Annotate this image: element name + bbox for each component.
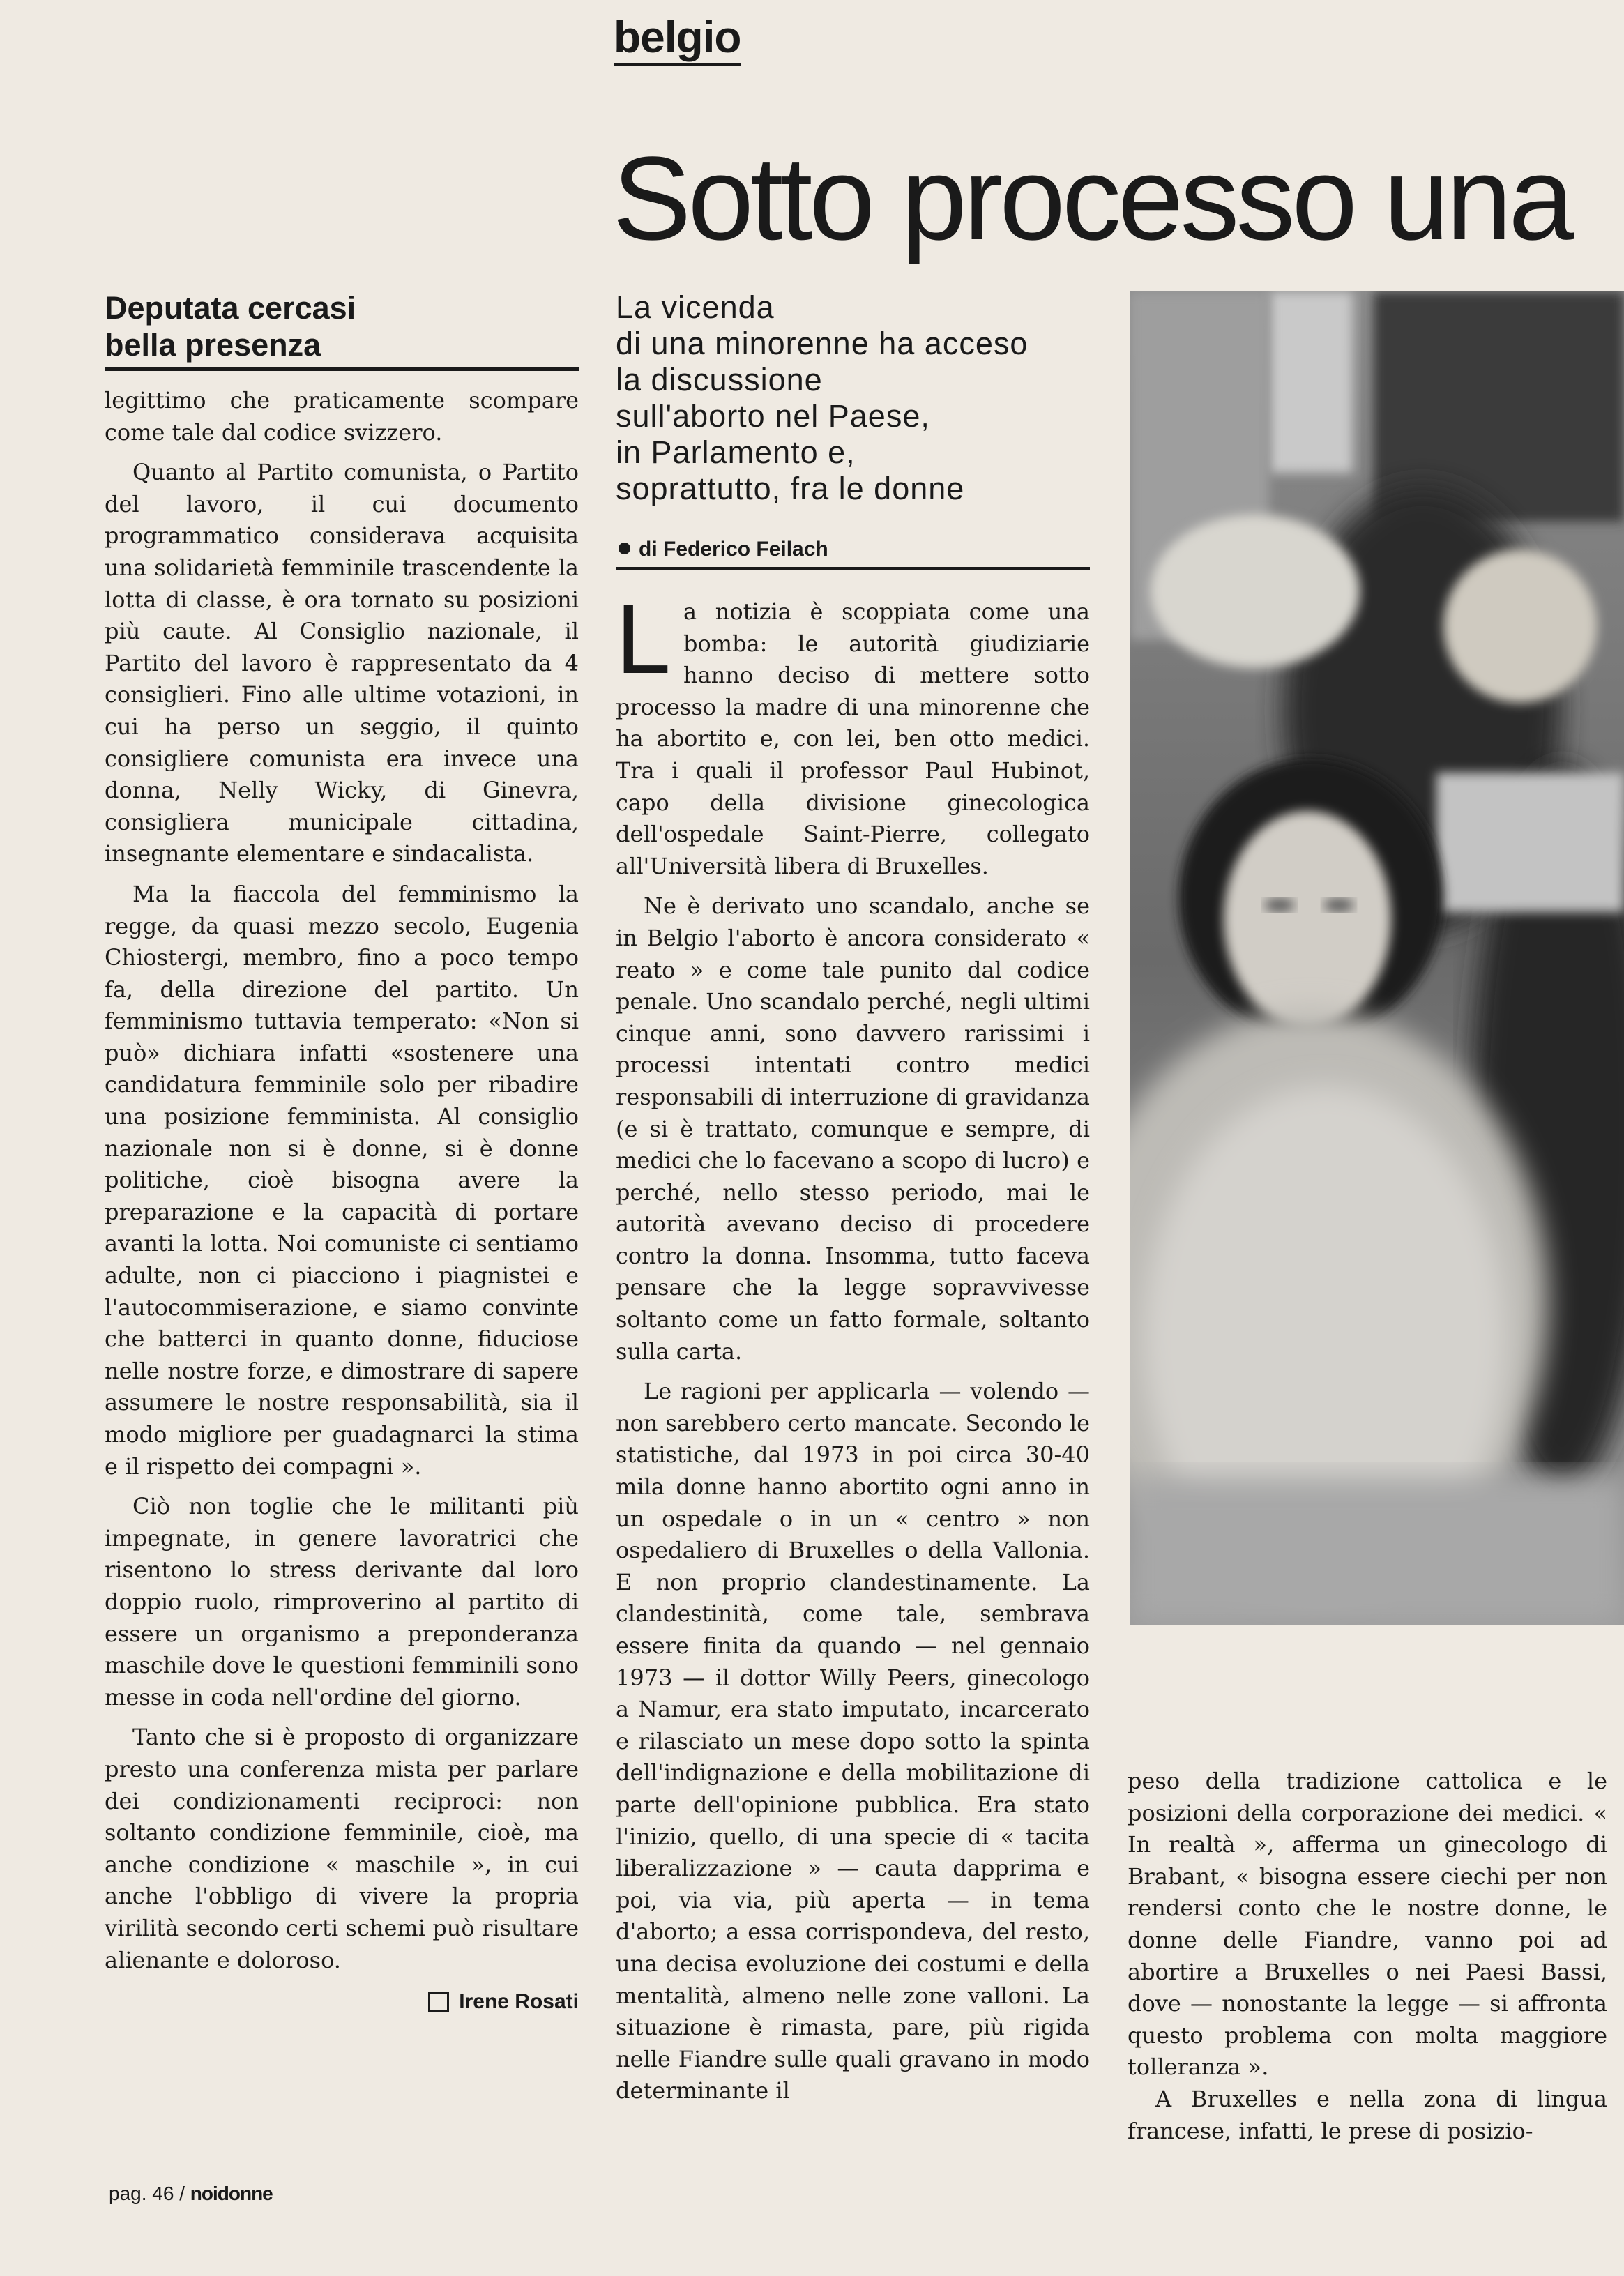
article-lead-paragraph [616, 584, 1090, 882]
photo-woman-in-crowd [1130, 291, 1624, 1625]
sidebar-paragraph: Quanto al Partito comunista, o Partito del lavoro, il cui documento programmatico considerava acquisita una solidarietà femminile trascendente la lotta di classe, è ora tornato su posizioni più caute. Al Consiglio nazionale, il Partito del lavoro è rappresentato da 4 consiglieri. Fino alle ultime votazioni, in cui ha perso un seggio, il quinto consigliere comunista era invece una donna, Nelly Wicky, di Ginevra, consigliera municipale cittadina, insegnante elementare e sindacalista. [105, 459, 579, 867]
article-photo [1130, 291, 1624, 1625]
main-article [616, 289, 1090, 2116]
section-label: belgio [614, 14, 741, 66]
sidebar-title [105, 289, 579, 371]
headline: Sotto processo una [612, 132, 1571, 265]
article-paragraph: A Bruxelles e nella zona di lingua francese, infatti, le prese di posizio- [1128, 2085, 1607, 2144]
page-number: pag. 46 / [109, 2183, 185, 2204]
subtitle-line: sull'aborto nel Paese, [616, 398, 930, 434]
lead-text: a notizia è scoppiata come una bomba: le autorità giudiziarie hanno deciso di mettere sotto processo la madre di una minorenne che ha abortito e, con lei, ben otto medici. Tra i quali il professor Paul Hubinot, capo della divisione ginecologica dell'ospedale Saint-Pierre, collegato all'Università libera di Bruxelles. [616, 598, 1090, 879]
sidebar-paragraph: Tanto che si è proposto di organizzare presto una conferenza mista per parlare dei condizionamenti reciproci: non soltanto condizione femminile, cioè, ma anche condizione « maschile », in cui anche l'obbligo di vivere la propria virilità secondo certi schemi può risultare alienante e doloroso. [105, 1724, 579, 1973]
article-body [616, 584, 1090, 2107]
sidebar-paragraph: Ciò non toglie che le militanti più impegnate, in genere lavoratrici che risentono lo stress derivante dal loro doppio ruolo, rimproverino al partito di essere un organismo a preponderanza maschile dove le questioni femminili sono messe in coda nell'ordine del giorno. [105, 1493, 579, 1710]
article-paragraph: Ne è derivato uno scandalo, anche se in Belgio l'aborto è ancora considerato « reato » e come tale punito dal codice penale. Uno scandalo perché, negli ultimi cinque anni, sono davvero rarissimi i processi intentati contro medici responsabili di interruzione di gravidanza (e si è trattato, comunque e sempre, di medici che lo facevano a scopo di lucro) e perché, nello stesso periodo, mai le autorità avevano deciso di procedere contro la donna. Insomma, tutto faceva pensare che la legge sopravvivesse soltanto come un fatto formale, soltanto sulla carta. [616, 893, 1090, 1365]
sidebar-paragraph: Ma la fiaccola del femminismo la regge, da quasi mezzo secolo, Eugenia Chiostergi, membro, fino a poco tempo fa, della direzione del partito. Un femminismo tuttavia temperato: «Non si può» dichiara infatti «sostenere una candidatura femminile solo per ribadire una posizione femminista. Al consiglio nazionale non si è donne, si è donne politiche, cioè bisogna avere la preparazione e la capacità di portare avanti la lotta. Noi comuniste ci sentiamo adulte, non ci piacciono i piagnistei e l'autocommiserazione, e siamo convinte che batterci in quanto donne, fiduciose nelle nostre forze, e dimostrare di sapere assumere le nostre responsabilità, sia il modo migliore per guadagnarci la stima e il rispetto dei compagni ». [105, 880, 579, 1480]
sidebar-title-line-2: bella presenza [105, 327, 321, 363]
bullet-dot-icon [619, 543, 630, 554]
subtitle-line: La vicenda [616, 289, 775, 325]
sidebar-signature [105, 1990, 579, 2014]
subtitle-line: di una minorenne ha acceso [616, 326, 1029, 361]
magazine-name: noidonne [190, 2183, 273, 2204]
article-paragraph: peso della tradizione cattolica e le posizioni della corporazione dei medici. « In realtà », afferma un ginecologo di Brabant, « bisogna essere ciechi per non rendersi conto che le nostre donne, le donne delle Fiandre, vanno poi ad abortire a Bruxelles o nei Paesi Bassi, dove — nonostante la legge — si affronta questo problema con molta maggiore tolleranza ». [1128, 1768, 1607, 2081]
sidebar-paragraph: legittimo che praticamente scompare come tale dal codice svizzero. [105, 387, 579, 446]
byline-author: di Federico Feilach [639, 538, 828, 561]
drop-cap: L [616, 584, 671, 695]
end-mark-box-icon [428, 1992, 449, 2012]
byline [616, 538, 1090, 570]
subtitle-line: la discussione [616, 362, 823, 397]
subtitle-line: in Parlamento e, [616, 434, 856, 470]
article-paragraph: Le ragioni per applicarla — volendo — non sarebbero certo mancate. Secondo le statistiche, dal 1973 in poi circa 30-40 mila donne hanno abortito ogni anno in un ospedale o in un « centro » non ospedaliero di Bruxelles o della Vallonia. E non proprio clandestinamente. La clandestinità, come tale, sembrava essere finita da quando — nel gennaio 1973 — il dottor Willy Peers, ginecologo a Namur, era stato imputato, incarcerato e rilasciato un mese dopo sotto la spinta dell'indignazione e della mobilitazione di parte dell'opinione pubblica. Era stato l'inizio, quello, di una specie di « tacita liberalizzazione » — cauta dapprima e poi, via via, più aperta — in tema d'aborto; a essa corrispondeva, del resto, una decisa evoluzione dei costumi e della mentalità, almeno nelle zone valloni. La situazione è rimasta, pare, più rigida nelle Fiandre sulle quali gravano in modo determinante il [616, 1378, 1090, 2104]
page-footer [109, 2183, 273, 2205]
subtitle-line: soprattutto, fra le donne [616, 471, 965, 506]
article-continuation [1128, 1766, 1607, 2147]
sidebar-title-line-1: Deputata cercasi [105, 290, 356, 326]
sidebar-article [105, 289, 579, 2014]
signature-author: Irene Rosati [459, 1990, 579, 2014]
sidebar-body [105, 385, 579, 1976]
article-subtitle [616, 289, 1090, 507]
